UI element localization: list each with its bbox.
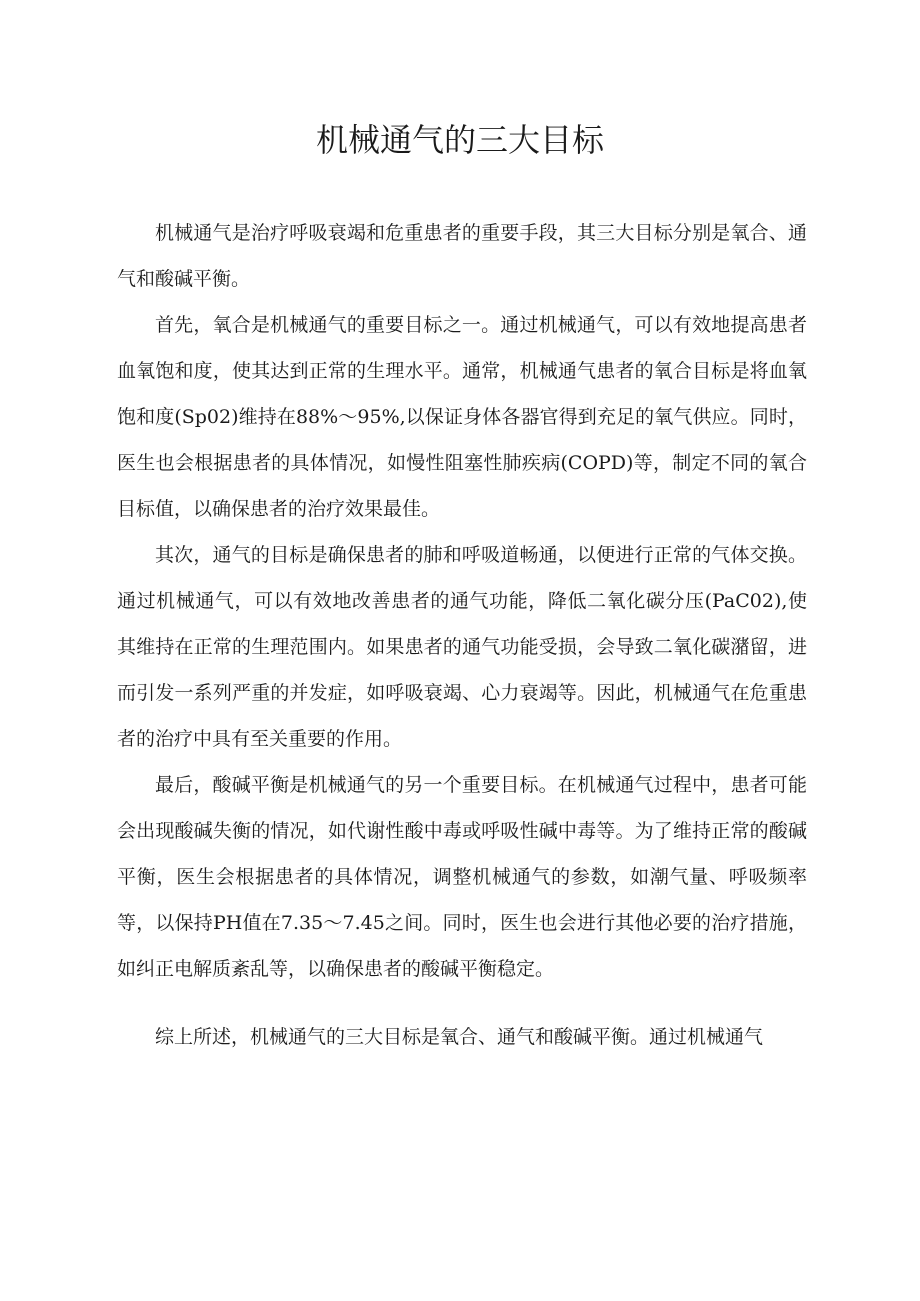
paragraph-oxygenation: 首先，氧合是机械通气的重要目标之一。通过机械通气，可以有效地提高患者血氧饱和度，使其达到正常的生理水平。通常，机械通气患者的氧合目标是将血氧饱和度(Sp02)维持在88%～95%,以保证身体各器官得到充足的氧气供应。同时，医生也会根据患者的具体情况，如慢性阻塞性肺疾病(COPD)等，制定不同的氧合目标值，以确保患者的治疗效果最佳。 — [117, 314, 807, 520]
paragraph-acid-base: 最后，酸碱平衡是机械通气的另一个重要目标。在机械通气过程中，患者可能会出现酸碱失衡的情况，如代谢性酸中毒或呼吸性碱中毒等。为了维持正常的酸碱平衡，医生会根据患者的具体情况，调整机械通气的参数，如潮气量、呼吸频率等，以保持PH值在7.35～7.45之间。同时，医生也会进行其他必要的治疗措施，如纠正电解质紊乱等，以确保患者的酸碱平衡稳定。 — [117, 774, 807, 980]
paragraph-ventilation: 其次，通气的目标是确保患者的肺和呼吸道畅通，以便进行正常的气体交换。通过机械通气，可以有效地改善患者的通气功能，降低二氧化碳分压(PaC02),使其维持在正常的生理范围内。如果患者的通气功能受损，会导致二氧化碳潴留，进而引发一系列严重的并发症，如呼吸衰竭、心力衰竭等。因此，机械通气在危重患者的治疗中具有至关重要的作用。 — [117, 544, 807, 750]
paragraph-summary: 综上所述，机械通气的三大目标是氧合、通气和酸碱平衡。通过机械通气 — [155, 1026, 764, 1048]
document-title: 机械通气的三大目标 — [315, 121, 604, 159]
paragraph-intro: 机械通气是治疗呼吸衰竭和危重患者的重要手段，其三大目标分别是氧合、通气和酸碱平衡。 — [117, 222, 807, 290]
document-body — [117, 210, 807, 1060]
